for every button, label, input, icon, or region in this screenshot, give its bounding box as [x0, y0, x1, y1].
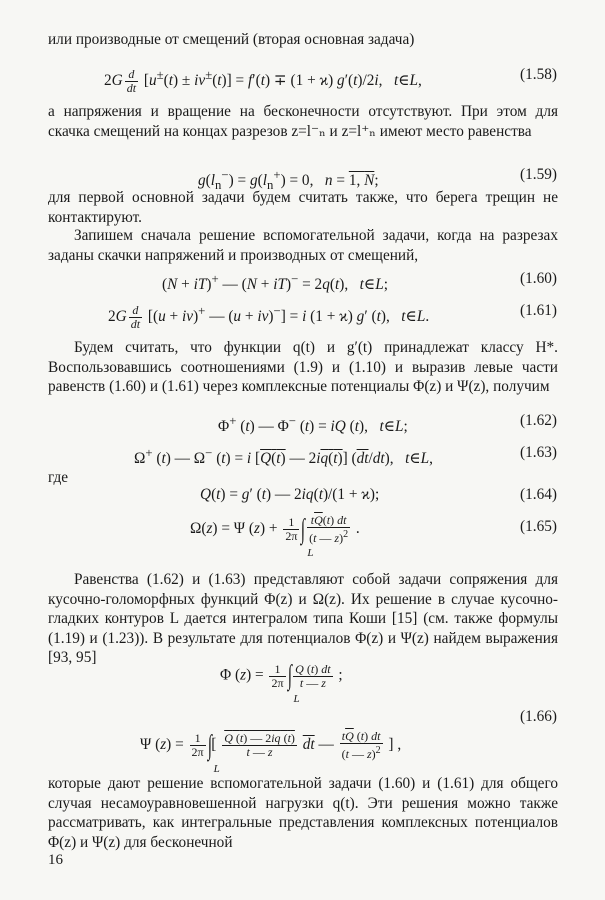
page-number: 16 [48, 852, 63, 868]
equation-number: (1.60) [520, 270, 557, 287]
equation-1-58: 2G $\frac{d}{dt}$ [u±(t) ± iv±(t)] = f′(t) ∓ (1 + ϰ) g′(t)/2i, t∈L, (1.58) [0, 62, 605, 88]
paragraph-8: которые дают решение вспомогательной задачи (1.60) и (1.61) для общего случая несамоуравновешенной нагрузки q(t). Эти решения можно также рассматривать, как интегральные представления комплексных потенциалов Φ(z) и Ψ(z) для бесконечной [48, 775, 558, 851]
equation-1-59: $g(l_n^-) = g(l_n^+) = 0$, n = 1, N; (1.59) [0, 162, 605, 188]
equation-1-63: Ω+ (t) — Ω− (t) = i [Q(t) — 2iq(t)] $(\overline{dt}/dt)$, t∈L, (1.63) [0, 440, 605, 466]
equation-1-66a: Φ (z) = $\frac{1}{2\pi}$ ∫ L $\frac{Q (t) dt}{t — z}$ ; [220, 660, 343, 705]
equation-number: (1.65) [520, 518, 557, 535]
paragraph-5: Будем считать, что функции q(t) и g′(t) принадлежат классу H*. Воспользовавшись соотношениями (1.9) и (1.10) и выразив левые части равенств (1.60) и (1.61) через комплексные потенциалы Φ(z) и Ψ(z), получим [48, 339, 558, 395]
equation-number: (1.64) [520, 486, 557, 503]
equation-1-62: Φ+ (t) — Φ− (t) = iQ (t), t∈L; (1.62) [0, 408, 605, 434]
equation-number: (1.66) [520, 708, 557, 725]
paragraph-4: Запишем сначала решение вспомогательной задачи, когда на разрезах заданы скачки напряжений и производных от смещений, [48, 227, 558, 264]
paragraph-3: для первой основной задачи будем считать также, что берега трещин не контактируют. [48, 189, 558, 226]
equation-number: (1.61) [520, 302, 557, 319]
equation-1-60: (N + iT)+ — (N + iT)− = 2q(t), t∈L; (1.60) [0, 266, 605, 292]
equation-1-65: Ω(z) = Ψ (z) + $\frac{1}{2\pi}$ ∫ L $\frac{t\overline{Q}(t) dt}{(t — z)^2}$ . (1.65) [190, 513, 557, 559]
equation-number: (1.63) [520, 444, 557, 461]
paragraph-where: где [48, 469, 69, 486]
equation-number: (1.62) [520, 412, 557, 429]
equation-1-61: 2G $\frac{d}{dt}$ [(u + iv)+ — (u + iv)−] = i (1 + ϰ) g′ (t), t∈L. (1.61) [0, 298, 605, 324]
equation-number: (1.58) [520, 66, 557, 83]
equation-1-66b: Ψ (z) = $\frac{1}{2\pi}$ ∫ L [ $\frac{Q (t) — 2iq (t)}{t — z}$ $\overline{dt}$ — $\frac{t\overline{Q} (t) dt}{(t — z)^2}$ ] , [140, 729, 402, 775]
paragraph-7: Равенства (1.62) и (1.63) представляют собой задачи сопряжения для кусочно-голоморфных функций Φ(z) и Ω(z). Их решение в случае кусочно-гладких контуров L дается интегралом типа Коши [15] (см. также формулы (1.19) и (1.23)). В результате для потенциалов Φ(z) и Ψ(z) найдем выражения [93, 95] [48, 571, 558, 666]
equation-1-64: Q(t) = g′ (t) — 2iq(t)/(1 + ϰ); (1.64) [0, 482, 605, 508]
paragraph-2: а напряжения и вращение на бесконечности отсутствуют. При этом для скачка смещений на концах разрезов z=l⁻ₙ и z=l⁺ₙ имеют место равенства [48, 103, 558, 140]
equation-number: (1.59) [520, 166, 557, 183]
paragraph-1: или производные от смещений (вторая основная задача) [48, 31, 415, 48]
